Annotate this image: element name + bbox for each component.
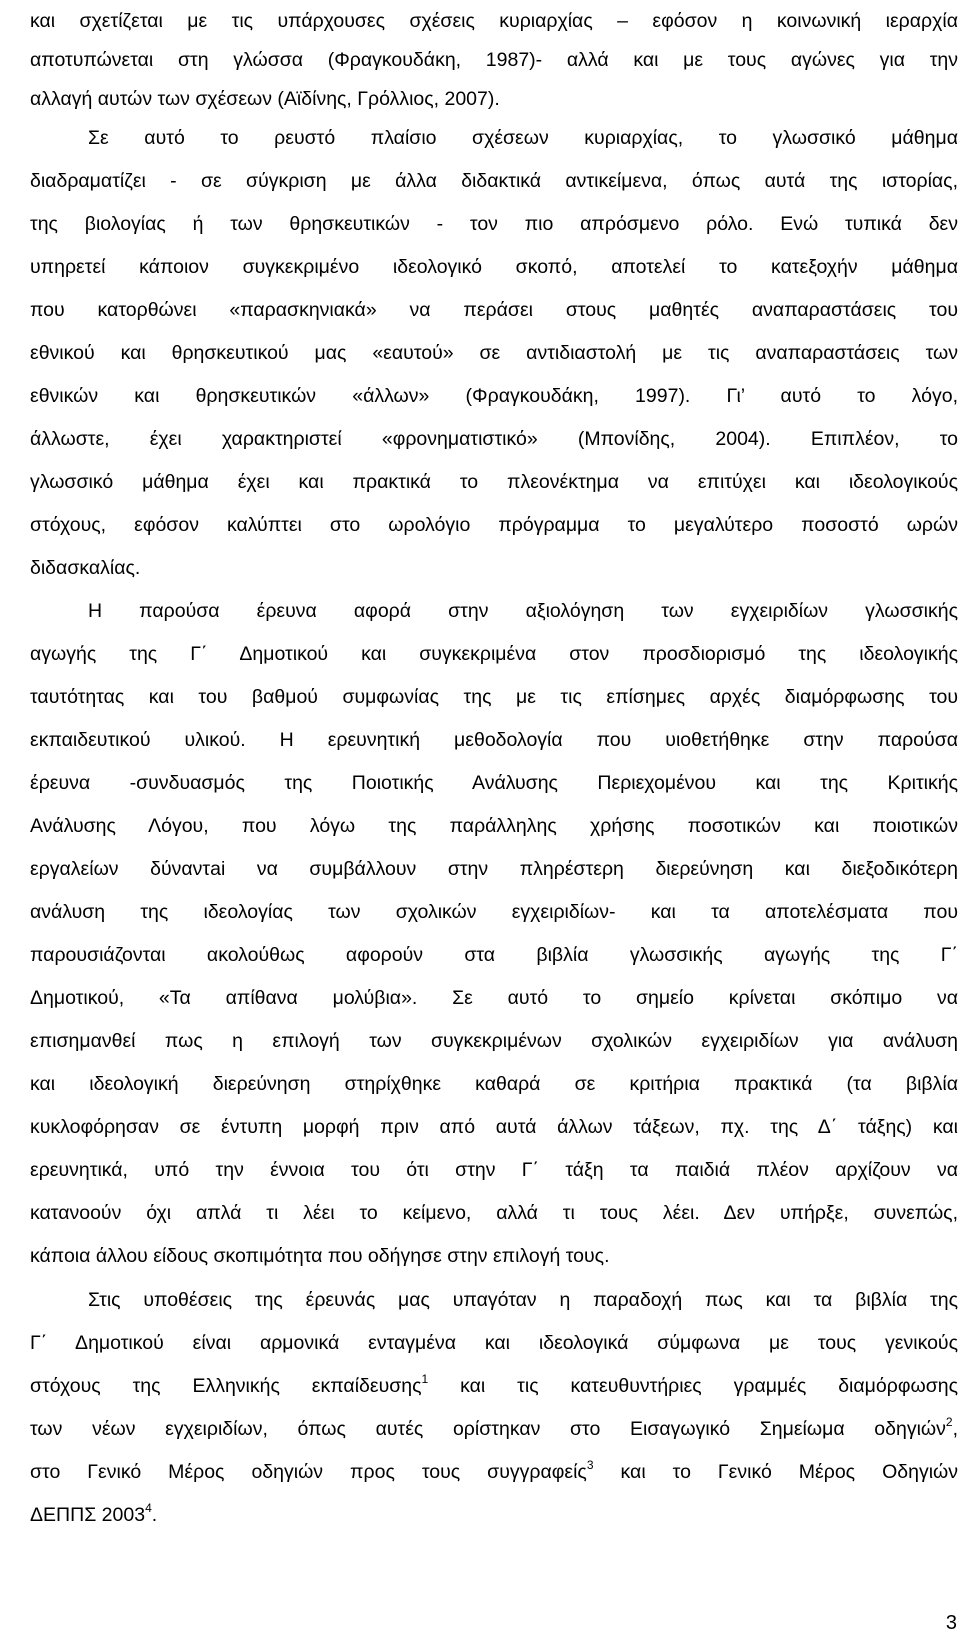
text-line: εθνικού και θρησκευτικού μας «εαυτού» σε αντιδιαστολή με τις αναπαραστάσεις των [30, 342, 958, 364]
text-line: που κατορθώνει «παρασκηνιακά» να περάσει στους μαθητές αναπαραστάσεις του [30, 299, 958, 321]
page-number: 3 [945, 1612, 957, 1634]
footnote-ref: 3 [586, 1457, 594, 1472]
text-segment: και τις κατευθυντήριες γραμμές διαμόρφωσης [460, 1375, 958, 1397]
text-line: κατανοούν όχι απλά τι λέει το κείμενο, αλλά τι τους λέει. Δεν υπήρξε, συνεπώς, [30, 1202, 958, 1224]
text-segment: . [151, 1504, 158, 1526]
text-line: εθνικών και θρησκευτικών «άλλων» (Φραγκουδάκη, 1997). Γι’ αυτό το λόγο, [30, 385, 958, 407]
text-line: στόχους, εφόσον καλύπτει στο ωρολόγιο πρόγραμμα το μεγαλύτερο ποσοστό ωρών [30, 514, 958, 536]
text-line: υπηρετεί κάποιον συγκεκριμένο ιδεολογικό σκοπό, αποτελεί το κατεξοχήν μάθημα [30, 256, 958, 278]
text-line: εκπαιδευτικού υλικού. Η ερευνητική μεθοδολογία που υιοθετήθηκε στην παρούσα [30, 729, 958, 751]
text-line: διαδραματίζει - σε σύγκριση με άλλα διδακτικά αντικείμενα, όπως αυτά της ιστορίας, [30, 170, 958, 192]
text-line [30, 1451, 958, 1493]
text-line: ανάλυση της ιδεολογίας των σχολικών εγχειριδίων- και τα αποτελέσματα που [30, 901, 958, 923]
text-line: εργαλείων δύναντai να συμβάλλουν στην πληρέστερη διερεύνηση και διεξοδικότερη [30, 858, 958, 880]
paragraph-first-line: Σε αυτό το ρευστό πλαίσιο σχέσεων κυριαρχίας, το γλωσσικό μάθημα [88, 127, 958, 149]
text-segment: στο Γενικό Μέρος οδηγιών προς τους συγγραφείς [30, 1461, 587, 1483]
text-line: αποτυπώνεται στη γλώσσα (Φραγκουδάκη, 1987)- αλλά και με τους αγώνες για την [30, 49, 958, 71]
text-segment: και το Γενικό Μέρος Οδηγιών [620, 1461, 958, 1483]
text-line: γλωσσικό μάθημα έχει και πρακτικά το πλεονέκτημα να επιτύχει και ιδεολογικούς [30, 471, 958, 493]
footnote-ref: 2 [945, 1414, 953, 1429]
text-line: Ανάλυσης Λόγου, που λόγω της παράλληλης χρήσης ποσοτικών και ποιοτικών [30, 815, 958, 837]
text-segment: ΔΕΠΠΣ 2003 [30, 1504, 146, 1526]
text-line [30, 1494, 958, 1536]
text-segment: των νέων εγχειριδίων, όπως αυτές ορίστηκαν στο Εισαγωγικό Σημείωμα οδηγιών [30, 1418, 946, 1440]
text-line: και ιδεολογική διερεύνηση στηρίχθηκε καθαρά σε κριτήρια πρακτικά (τα βιβλία [30, 1073, 958, 1095]
text-line: διδασκαλίας. [30, 557, 141, 579]
text-line: έρευνα -συνδυασμός της Ποιοτικής Ανάλυσης Περιεχομένου και της Κριτικής [30, 772, 958, 794]
text-line [30, 1408, 958, 1450]
paragraph-first-line: Η παρούσα έρευνα αφορά στην αξιολόγηση των εγχειριδίων γλωσσικής [88, 600, 958, 622]
text-line [30, 1365, 958, 1407]
text-line: κυκλοφόρησαν σε έντυπη μορφή πριν από αυτά άλλων τάξεων, πχ. της Δ΄ τάξης) και [30, 1116, 958, 1138]
text-line: αλλαγή αυτών των σχέσεων (Αϊδίνης, Γρόλλιος, 2007). [30, 88, 500, 110]
text-line: και σχετίζεται με τις υπάρχουσες σχέσεις κυριαρχίας – εφόσον η κοινωνική ιεραρχία [30, 10, 958, 32]
footnote-ref: 4 [145, 1500, 152, 1515]
text-line: αγωγής της Γ΄ Δημοτικού και συγκεκριμένα στον προσδιορισμό της ιδεολογικής [30, 643, 958, 665]
text-line: ταυτότητας και του βαθμού συμφωνίας της με τις επίσημες αρχές διαμόρφωσης του [30, 686, 958, 708]
text-line: ερευνητικά, υπό την έννοια του ότι στην Γ΄ τάξη τα παιδιά πλέον αρχίζουν να [30, 1159, 958, 1181]
paragraph-first-line: Στις υποθέσεις της έρευνάς μας υπαγόταν η παραδοχή πως και τα βιβλία της [88, 1289, 958, 1311]
text-line: επισημανθεί πως η επιλογή των συγκεκριμένων σχολικών εγχειριδίων για ανάλυση [30, 1030, 958, 1052]
text-segment: στόχους της Ελληνικής εκπαίδευσης [30, 1375, 422, 1397]
text-line: παρουσιάζονται ακολούθως αφορούν στα βιβλία γλωσσικής αγωγής της Γ΄ [30, 944, 958, 966]
text-segment: , [952, 1418, 958, 1440]
text-line: κάποια άλλου είδους σκοπιμότητα που οδήγησε στην επιλογή τους. [30, 1245, 610, 1267]
text-line: Γ΄ Δημοτικού είναι αρμονικά ενταγμένα και ιδεολογικά σύμφωνα με τους γενικούς [30, 1332, 958, 1354]
text-line: της βιολογίας ή των θρησκευτικών - τον πιο απρόσμενο ρόλο. Ενώ τυπικά δεν [30, 213, 958, 235]
text-line: άλλωστε, έχει χαρακτηριστεί «φρονηματιστικό» (Μπονίδης, 2004). Επιπλέον, το [30, 428, 958, 450]
text-line: Δημοτικού, «Τα απίθανα μολύβια». Σε αυτό το σημείο κρίνεται σκόπιμο να [30, 987, 958, 1009]
footnote-ref: 1 [421, 1371, 429, 1386]
